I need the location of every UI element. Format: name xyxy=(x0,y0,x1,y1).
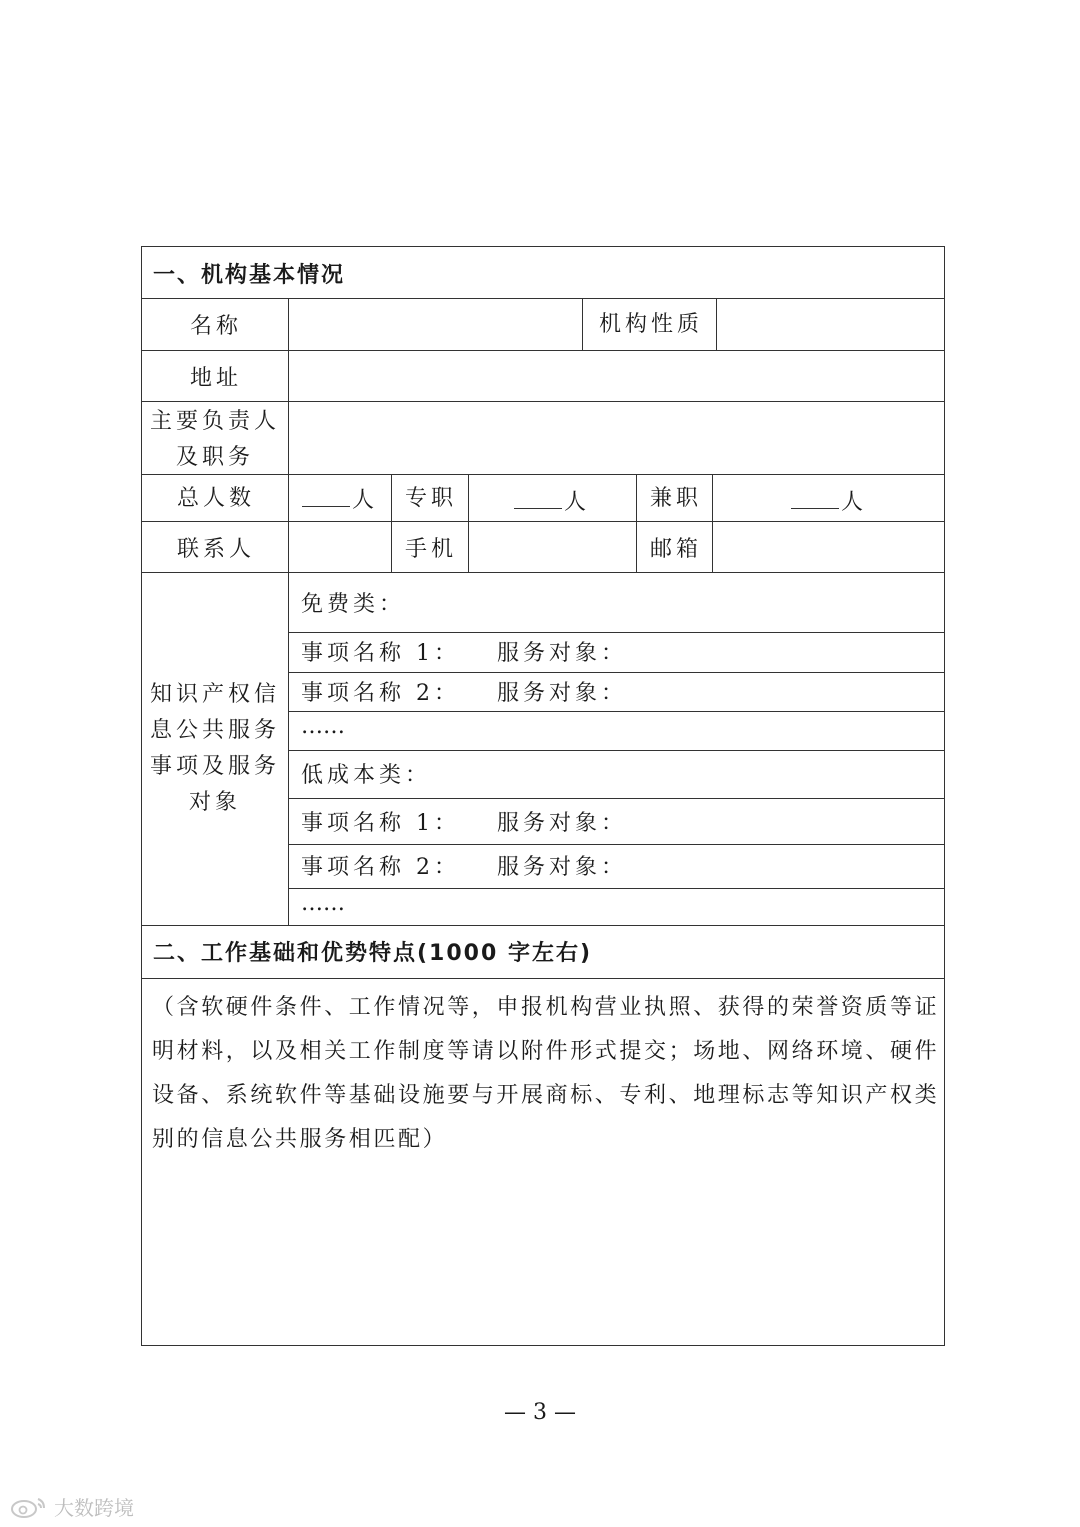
row-divider xyxy=(141,298,945,299)
column-divider xyxy=(582,298,583,350)
name-field[interactable] xyxy=(290,300,580,348)
services-label xyxy=(145,677,285,821)
blank-underline xyxy=(514,490,562,509)
head-label xyxy=(145,404,285,476)
parttime-label: 兼职 xyxy=(649,486,703,511)
row-divider xyxy=(141,350,945,351)
parttime-count-field[interactable] xyxy=(791,490,867,514)
email-label: 邮箱 xyxy=(649,537,703,562)
contact-label: 联系人 xyxy=(176,537,256,562)
lowcost-item2-label: 事项名称 2： xyxy=(301,855,460,880)
weibo-logo-icon xyxy=(10,1495,50,1519)
page-number: — 3 — xyxy=(504,1400,576,1425)
section-2-answer-area[interactable] xyxy=(143,1160,943,1344)
person-unit: 人 xyxy=(841,490,868,515)
free-item2-target-label: 服务对象： xyxy=(497,681,628,706)
row-divider xyxy=(288,888,945,889)
free-category-label: 免费类： xyxy=(301,592,406,617)
section-1-title: 一、机构基本情况 xyxy=(153,263,346,288)
fulltime-label: 专职 xyxy=(404,486,458,511)
head-label-line2: 及职务 xyxy=(175,445,254,470)
contact-field[interactable] xyxy=(290,523,389,570)
total-label: 总人数 xyxy=(176,486,256,511)
watermark xyxy=(10,1492,134,1521)
blank-underline xyxy=(302,488,350,507)
row-divider xyxy=(288,798,945,799)
phone-field[interactable] xyxy=(470,523,634,570)
services-label-line: 事项及服务 xyxy=(149,754,280,779)
lowcost-item2-target-label: 服务对象： xyxy=(497,855,628,880)
row-divider xyxy=(141,925,945,926)
row-divider xyxy=(141,572,945,573)
nature-label: 机构性质 xyxy=(598,312,704,337)
section-2-description: （含软硬件条件、工作情况等，申报机构营业执照、获得的荣誉资质等证明材料，以及相关工作制度等请以附件形式提交；场地、网络环境、硬件设备、系统软件等基础设施要与开展商标、专利、地理标志等知识产权类别的信息公共服务相匹配） xyxy=(152,995,940,1152)
blank-underline xyxy=(791,490,839,509)
services-label-line: 对象 xyxy=(188,790,241,815)
row-divider xyxy=(141,401,945,402)
person-unit: 人 xyxy=(564,490,591,515)
head-field[interactable] xyxy=(290,403,943,472)
column-divider xyxy=(636,474,637,572)
services-label-line: 息公共服务 xyxy=(149,718,280,743)
address-label: 地址 xyxy=(189,366,243,391)
head-label-line1: 主要负责人 xyxy=(149,409,280,434)
section-2-title: 二、工作基础和优势特点(1000 字左右) xyxy=(153,941,593,966)
name-label: 名称 xyxy=(189,314,243,339)
fulltime-count-field[interactable] xyxy=(514,490,590,514)
row-divider xyxy=(288,711,945,712)
free-ellipsis: …… xyxy=(301,714,345,739)
email-field[interactable] xyxy=(714,523,943,570)
phone-label: 手机 xyxy=(404,537,458,562)
total-count-field[interactable] xyxy=(302,488,378,512)
row-divider xyxy=(288,672,945,673)
column-divider xyxy=(716,298,717,350)
column-divider xyxy=(468,474,469,572)
address-field[interactable] xyxy=(290,352,943,399)
nature-field[interactable] xyxy=(718,300,943,348)
watermark-text: 大数跨境 xyxy=(54,1496,134,1520)
lowcost-item1-target-label: 服务对象： xyxy=(497,811,628,836)
services-label-line: 知识产权信 xyxy=(149,682,280,707)
free-item2-label: 事项名称 2： xyxy=(301,681,460,706)
row-divider xyxy=(288,844,945,845)
person-unit: 人 xyxy=(352,488,379,513)
column-divider xyxy=(288,298,289,925)
row-divider xyxy=(141,978,945,979)
lowcost-item1-label: 事项名称 1： xyxy=(301,811,460,836)
column-divider xyxy=(712,474,713,572)
free-item1-label: 事项名称 1： xyxy=(301,641,460,666)
free-item1-target-label: 服务对象： xyxy=(497,641,628,666)
lowcost-ellipsis: …… xyxy=(301,891,345,916)
row-divider xyxy=(141,521,945,522)
column-divider xyxy=(391,474,392,572)
row-divider xyxy=(288,750,945,751)
lowcost-category-label: 低成本类： xyxy=(301,763,432,788)
row-divider xyxy=(288,632,945,633)
